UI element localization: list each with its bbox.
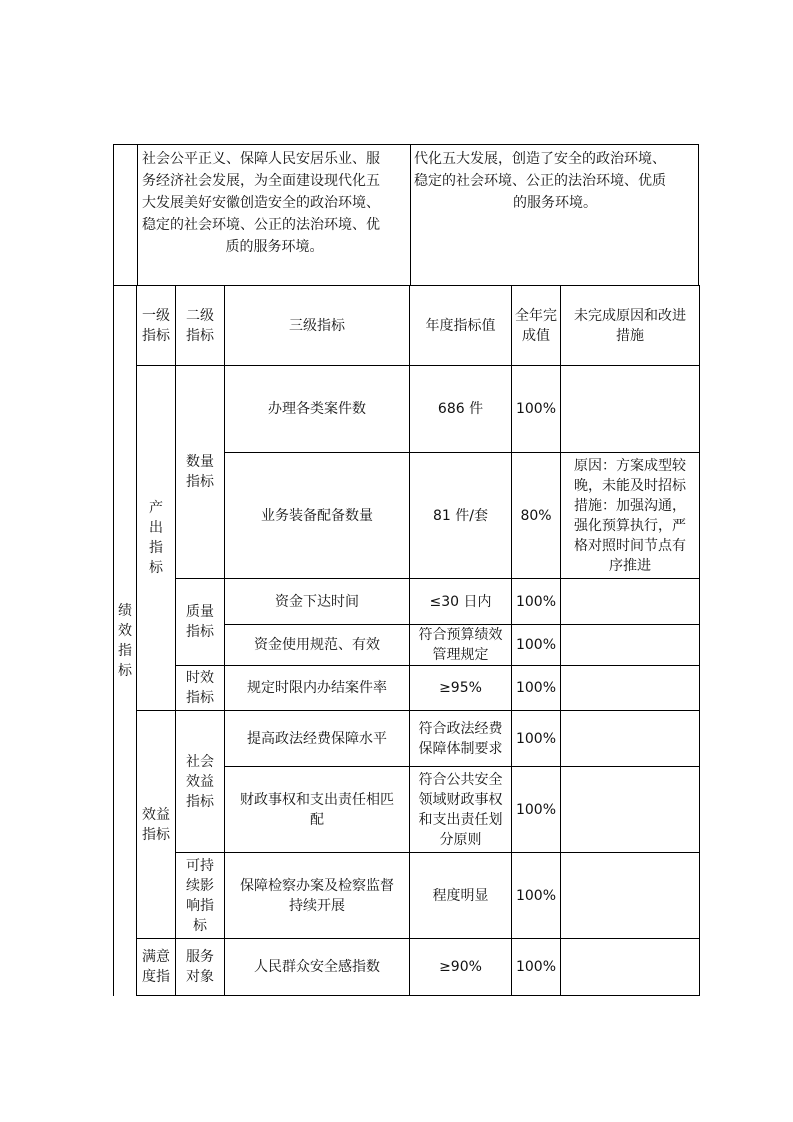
reason-cell	[561, 853, 700, 939]
reason-cell	[561, 366, 700, 453]
service-target-label: 服务 对象	[176, 939, 225, 996]
header-target: 年度指标值	[410, 286, 512, 366]
indicator-name: 人民群众安全感指数	[225, 939, 410, 996]
indicator-name: 提高政法经费保障水平	[225, 711, 410, 767]
sustainable-impact-label: 可持 续影 响指 标	[176, 853, 225, 939]
table-row	[114, 366, 700, 453]
output-indicator-label: 产 出 指 标	[137, 366, 176, 711]
target-value: ≥95%	[410, 666, 512, 711]
indicator-name: 财政事权和支出责任相匹 配	[225, 767, 410, 853]
social-benefit-label: 社会 效益 指标	[176, 711, 225, 853]
target-value: ≤30 日内	[410, 579, 512, 625]
reason-cell	[561, 711, 700, 767]
top-description-row	[113, 144, 699, 285]
header-reason: 未完成原因和改进 措施	[561, 286, 700, 366]
indicator-name: 办理各类案件数	[225, 366, 410, 453]
indicator-name: 资金下达时间	[225, 579, 410, 625]
header-level3: 三级指标	[225, 286, 410, 366]
header-level1: 一级 指标	[137, 286, 176, 366]
performance-indicator-table	[113, 285, 700, 996]
reason-cell	[561, 625, 700, 666]
achievement-description: 代化五大发展，创造了安全的政治环境、 稳定的社会环境、公正的法治环境、优质 的服务环境。	[414, 151, 666, 211]
quality-indicator-label: 质量 指标	[176, 579, 225, 666]
reason-cell	[561, 579, 700, 625]
actual-value: 100%	[512, 666, 561, 711]
section-label-performance: 绩 效 指 标	[114, 286, 137, 996]
actual-value: 100%	[512, 711, 561, 767]
reason-cell	[561, 767, 700, 853]
target-value: 81 件/套	[410, 453, 512, 579]
target-value: 686 件	[410, 366, 512, 453]
actual-value: 100%	[512, 853, 561, 939]
table-row	[114, 711, 700, 767]
indicator-name: 保障检察办案及检察监督 持续开展	[225, 853, 410, 939]
reason-cell: 原因：方案成型较 晚，未能及时招标 措施：加强沟通， 强化预算执行，严 格对照时间节点有 序推进	[561, 453, 700, 579]
table-row	[114, 853, 700, 939]
target-value: 程度明显	[410, 853, 512, 939]
actual-value: 80%	[512, 453, 561, 579]
indicator-name: 资金使用规范、有效	[225, 625, 410, 666]
column-divider	[410, 145, 411, 285]
indicator-name: 业务装备配备数量	[225, 453, 410, 579]
header-actual: 全年完 成值	[512, 286, 561, 366]
timeliness-indicator-label: 时效 指标	[176, 666, 225, 711]
actual-value: 100%	[512, 939, 561, 996]
target-value: 符合预算绩效 管理规定	[410, 625, 512, 666]
actual-value: 100%	[512, 366, 561, 453]
table-row	[114, 579, 700, 625]
benefit-indicator-label: 效益 指标	[137, 711, 176, 939]
header-row	[114, 286, 700, 366]
column-divider	[137, 145, 138, 285]
satisfaction-indicator-label: 满意 度指	[137, 939, 176, 996]
reason-cell	[561, 939, 700, 996]
target-value: ≥90%	[410, 939, 512, 996]
actual-value: 100%	[512, 767, 561, 853]
header-level2: 二级 指标	[176, 286, 225, 366]
actual-value: 100%	[512, 579, 561, 625]
actual-value: 100%	[512, 625, 561, 666]
table-row	[114, 666, 700, 711]
target-value: 符合公共安全 领域财政事权 和支出责任划 分原则	[410, 767, 512, 853]
target-value: 符合政法经费 保障体制要求	[410, 711, 512, 767]
quantity-indicator-label: 数量 指标	[176, 366, 225, 579]
goal-description: 社会公平正义、保障人民安居乐业、服 务经济社会发展，为全面建设现代化五 大发展美好安徽创造安全的政治环境、 稳定的社会环境、公正的法治环境、优 质的服务环境。	[142, 151, 380, 255]
indicator-name: 规定时限内办结案件率	[225, 666, 410, 711]
table-row	[114, 939, 700, 996]
reason-cell	[561, 666, 700, 711]
